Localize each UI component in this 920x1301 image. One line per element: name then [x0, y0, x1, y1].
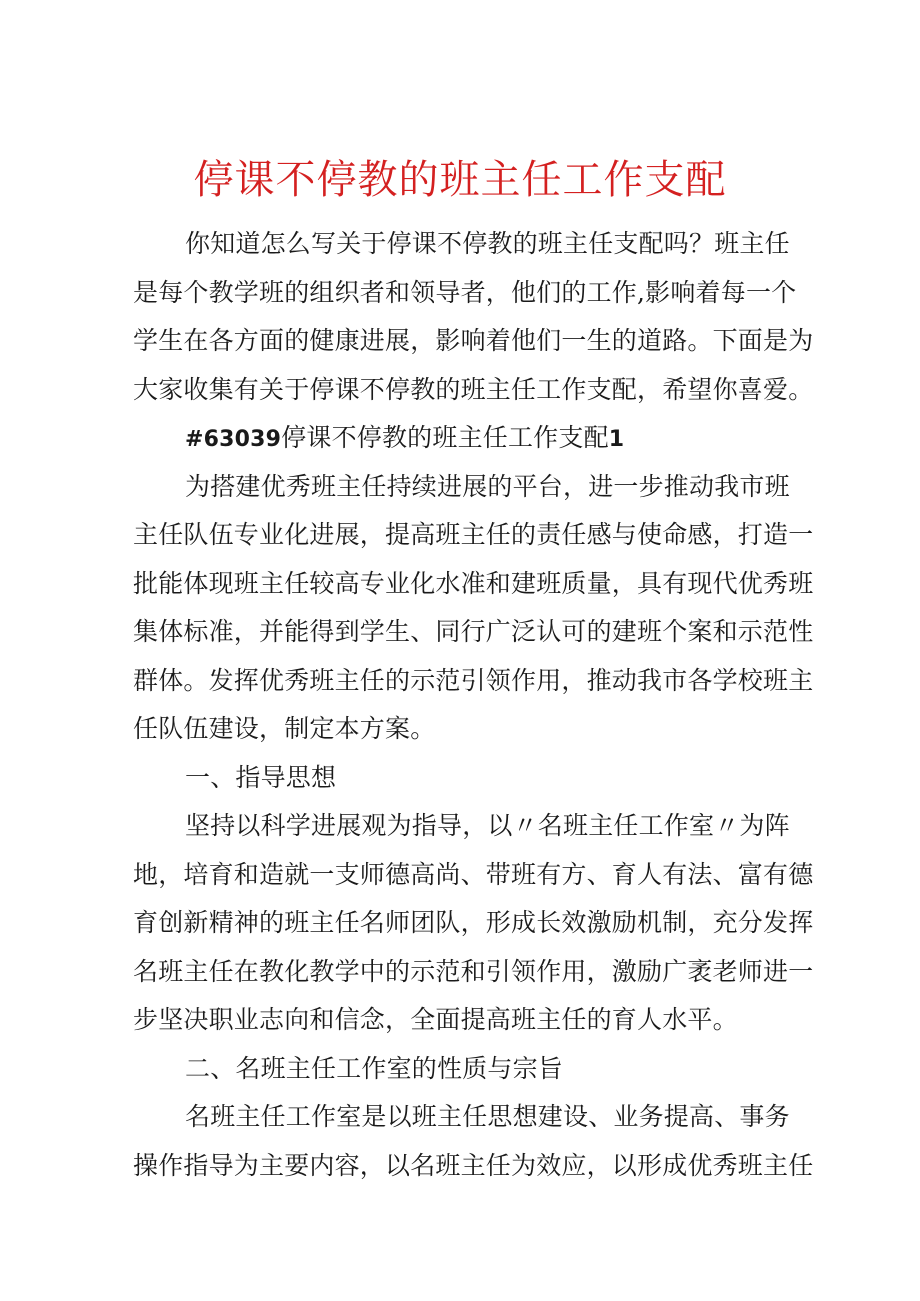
text-line: 为搭建优秀班主任持续进展的平台，进一步推动我市班 — [185, 471, 790, 501]
document-title: 停课不停教的班主任工作支配 — [193, 157, 727, 203]
text-line: 大家收集有关于停课不停教的班主任工作支配，希望你喜爱。 — [133, 374, 814, 404]
body-paragraph — [133, 463, 814, 754]
text-line: 是每个教学班的组织者和领导者，他们的工作,影响着每一个 — [133, 277, 797, 307]
section-heading — [133, 414, 793, 463]
section-heading-text: 停课不停教的班主任工作支配 — [281, 423, 609, 452]
text-line: 学生在各方面的健康进展，影响着他们一生的道路。下面是为 — [133, 326, 814, 355]
text-line: 坚持以科学进展观为指导，以〃名班主任工作室〃为阵 — [185, 811, 790, 840]
body-paragraph — [133, 802, 814, 1045]
body-paragraph — [133, 1093, 814, 1190]
intro-paragraph — [133, 220, 814, 414]
text-line: 育创新精神的班主任名师团队，形成长效激励机制，充分发挥 — [133, 908, 814, 937]
text-line: 主任队伍专业化进展，提高班主任的责任感与使命感，打造一 — [133, 520, 814, 549]
text-line: 任队伍建设，制定本方案。 — [133, 714, 436, 743]
text-line: 你知道怎么写关于停课不停教的班主任支配吗？班主任 — [185, 229, 790, 258]
section-heading-suffix: 1 — [608, 427, 625, 452]
text-line: 地，培育和造就一支师德高尚、带班有方、育人有法、富有德 — [133, 859, 814, 889]
subheading-guiding-ideology: 一、指导思想 — [185, 762, 337, 792]
text-line: 群体。发挥优秀班主任的示范引领作用，推动我市各学校班主 — [133, 665, 814, 695]
section-heading-prefix: #63039 — [185, 427, 282, 452]
text-line: 集体标准，并能得到学生、同行广泛认可的建班个案和示范性 — [133, 617, 814, 646]
text-line: 步坚决职业志向和信念，全面提高班主任的育人水平。 — [133, 1005, 738, 1034]
text-line: 操作指导为主要内容，以名班主任为效应，以形成优秀班主任 — [133, 1150, 814, 1180]
text-line: 名班主任工作室是以班主任思想建设、业务提高、事务 — [185, 1102, 790, 1131]
text-line: 名班主任在教化教学中的示范和引领作用，激励广袤老师进一 — [133, 956, 814, 986]
text-line: 批能体现班主任较高专业化水准和建班质量，具有现代优秀班 — [133, 568, 814, 598]
subheading-nature-and-purpose: 二、名班主任工作室的性质与宗旨 — [185, 1053, 564, 1083]
document-body — [133, 220, 814, 1190]
